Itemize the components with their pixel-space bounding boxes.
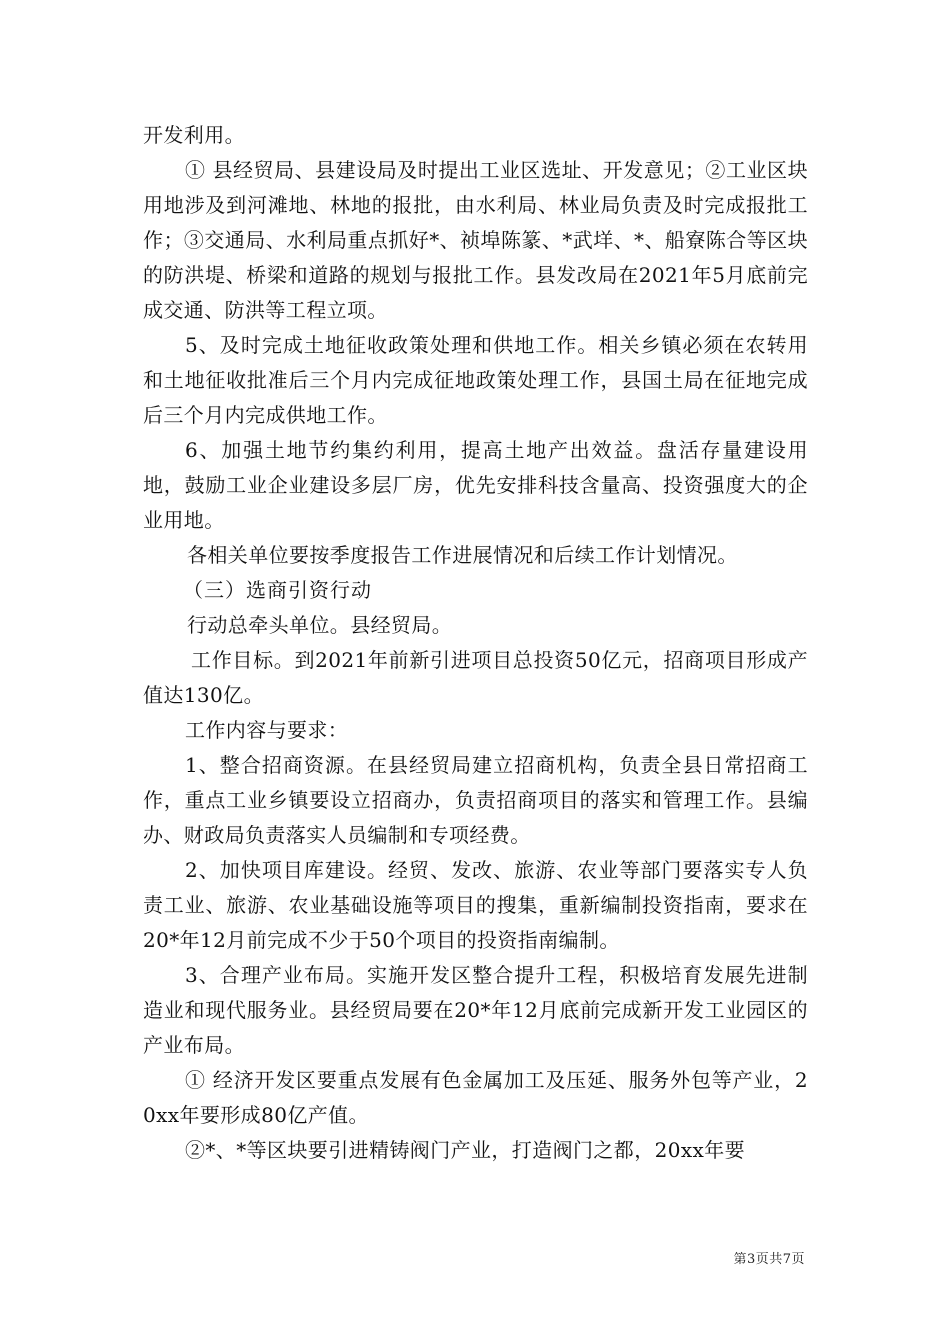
paragraph-item-3: 3、合理产业布局。实施开发区整合提升工程，积极培育发展先进制造业和现代服务业。县经贸局要在20*年12月底前完成新开发工业园区的产业布局。 bbox=[143, 963, 808, 1057]
paragraph-item-5: 5、及时完成土地征收政策处理和供地工作。相关乡镇必须在农转用和土地征收批准后三个月内完成征地政策处理工作，县国土局在征地完成后三个月内完成供地工作。 bbox=[143, 333, 808, 427]
paragraph-item-6: 6、加强土地节约集约利用，提高土地产出效益。盘活存量建设用地，鼓励工业企业建设多层厂房，优先安排科技含量高、投资强度大的企业用地。 bbox=[143, 438, 808, 532]
paragraph-item-2: 2、加快项目库建设。经贸、发改、旅游、农业等部门要落实专人负责工业、旅游、农业基础设施等项目的搜集，重新编制投资指南，要求在20*年12月前完成不少于50个项目的投资指南编制。 bbox=[143, 858, 808, 952]
section-heading: （三）选商引资行动 bbox=[183, 578, 372, 602]
paragraph-item-1: 1、整合招商资源。在县经贸局建立招商机构，负责全县日常招商工作，重点工业乡镇要设立招商办，负责招商项目的落实和管理工作。县编办、财政局负责落实人员编制和专项经费。 bbox=[143, 753, 808, 847]
paragraph-item-responsibilities: ① 县经贸局、县建设局及时提出工业区选址、开发意见；②工业区块用地涉及到河滩地、林地的报批，由水利局、林业局负责及时完成报批工作；③交通局、水利局重点抓好*、祯埠陈篆、*武垟、*、船寮陈合等区块的防洪堤、桥梁和道路的规划与报批工作。县发改局在2021年5月底前完成交通、防洪等工程立项。 bbox=[143, 158, 808, 322]
paragraph-lead-unit: 行动总牵头单位。县经贸局。 bbox=[187, 613, 453, 637]
paragraph-subitem-2: ②*、*等区块要引进精铸阀门产业，打造阀门之都，20xx年要 bbox=[185, 1138, 746, 1162]
paragraph-continuation: 开发利用。 bbox=[143, 123, 245, 147]
paragraph-work-goal: 工作目标。到2021年前新引进项目总投资50亿元，招商项目形成产值达130亿。 bbox=[143, 648, 808, 707]
paragraph-subitem-1: ① 经济开发区要重点发展有色金属加工及压延、服务外包等产业，20xx年要形成80亿产值。 bbox=[143, 1068, 808, 1127]
paragraph-work-content-label: 工作内容与要求： bbox=[185, 718, 349, 742]
document-body bbox=[143, 118, 808, 1168]
page-number: 第3页共7页 bbox=[733, 1252, 805, 1267]
paragraph-report-requirement: 各相关单位要按季度报告工作进展情况和后续工作计划情况。 bbox=[187, 543, 738, 567]
